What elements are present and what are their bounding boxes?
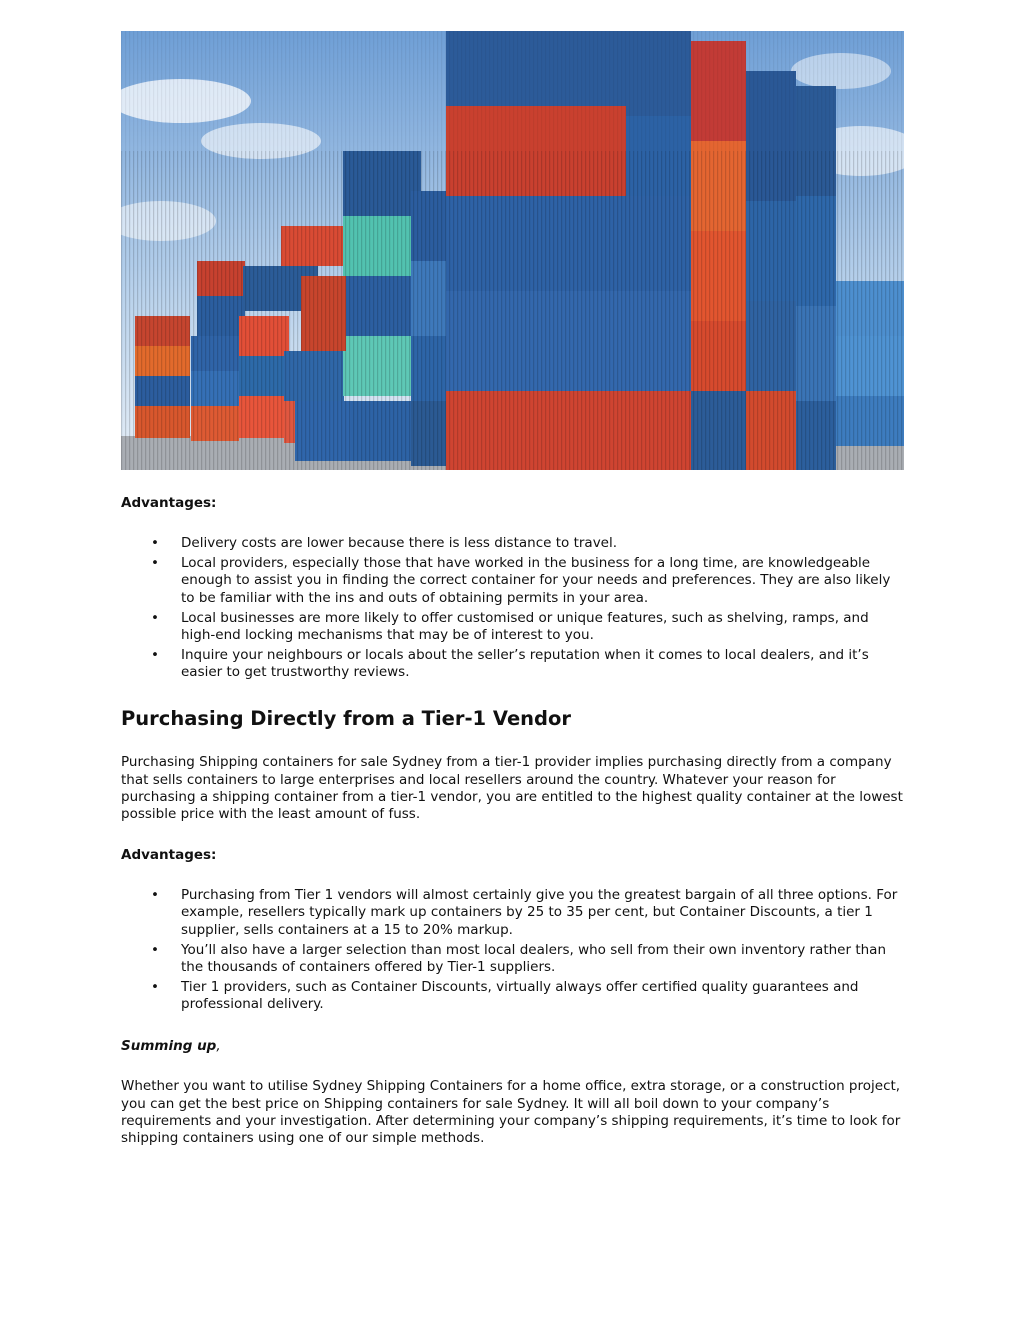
- list-item: • You’ll also have a larger selection than most local dealers, who sell from their own inventory rather than the thousands of containers offered by Tier-1 suppliers.: [151, 941, 886, 975]
- container-stacks-photo: [121, 31, 904, 470]
- bullet-icon: •: [151, 646, 159, 663]
- intro-paragraph: Purchasing Shipping containers for sale Sydney from a tier-1 provider implies purchasing directly from a company that sells containers to large enterprises and local resellers around the country. Whatever your reason for purchasing a shipping container from a tier-1 vendor, you are entitled to the highest quality container at the lowest possible price with the least amount of fuss.: [121, 754, 903, 823]
- bullet-icon: •: [151, 941, 159, 958]
- section-heading: Purchasing Directly from a Tier-1 Vendor: [121, 707, 572, 731]
- document-page: [121, 31, 904, 1148]
- bullet-icon: •: [151, 609, 159, 626]
- list-item: • Delivery costs are lower because there is less distance to travel.: [151, 535, 618, 551]
- list-item: • Purchasing from Tier 1 vendors will almost certainly give you the greatest bargain of all three options. For example, resellers typically mark up containers by 25 to 35 per cent, but Container Discounts, a tier 1 supplier, sells containers at a 15 to 20% markup.: [151, 886, 898, 938]
- advantages-label-1: Advantages:: [121, 495, 217, 511]
- list-item: • Local providers, especially those that have worked in the business for a long time, are knowledgeable enough to assist you in finding the correct container for your needs and preferences. They are also likely to be familiar with the ins and outs of obtaining permits in your area.: [151, 554, 891, 606]
- advantages-list-2: [121, 887, 904, 1014]
- bullet-icon: •: [151, 554, 159, 571]
- bullet-icon: •: [151, 978, 159, 995]
- list-item: • Inquire your neighbours or locals about the seller’s reputation when it comes to local dealers, and it’s easier to get trustworthy reviews.: [151, 646, 869, 681]
- advantages-list-1: [121, 535, 904, 682]
- summing-up-label: Summing up,: [121, 1038, 221, 1055]
- bullet-icon: •: [151, 886, 159, 903]
- list-item: • Local businesses are more likely to offer customised or unique features, such as shelving, ramps, and high-end locking mechanisms that may be of interest to you.: [151, 609, 869, 644]
- conclusion-paragraph: Whether you want to utilise Sydney Shipping Containers for a home office, extra storage, or a construction project, you can get the best price on Shipping containers for sale Sydney. It will all boil down to your company’s requirements and your investigation. After determining your company’s shipping requirements, it’s time to look for shipping containers using one of our simple methods.: [121, 1078, 901, 1147]
- bullet-icon: •: [151, 535, 159, 551]
- list-item: • Tier 1 providers, such as Container Discounts, virtually always offer certified quality guarantees and professional delivery.: [151, 978, 859, 1013]
- advantages-label-2: Advantages:: [121, 846, 217, 863]
